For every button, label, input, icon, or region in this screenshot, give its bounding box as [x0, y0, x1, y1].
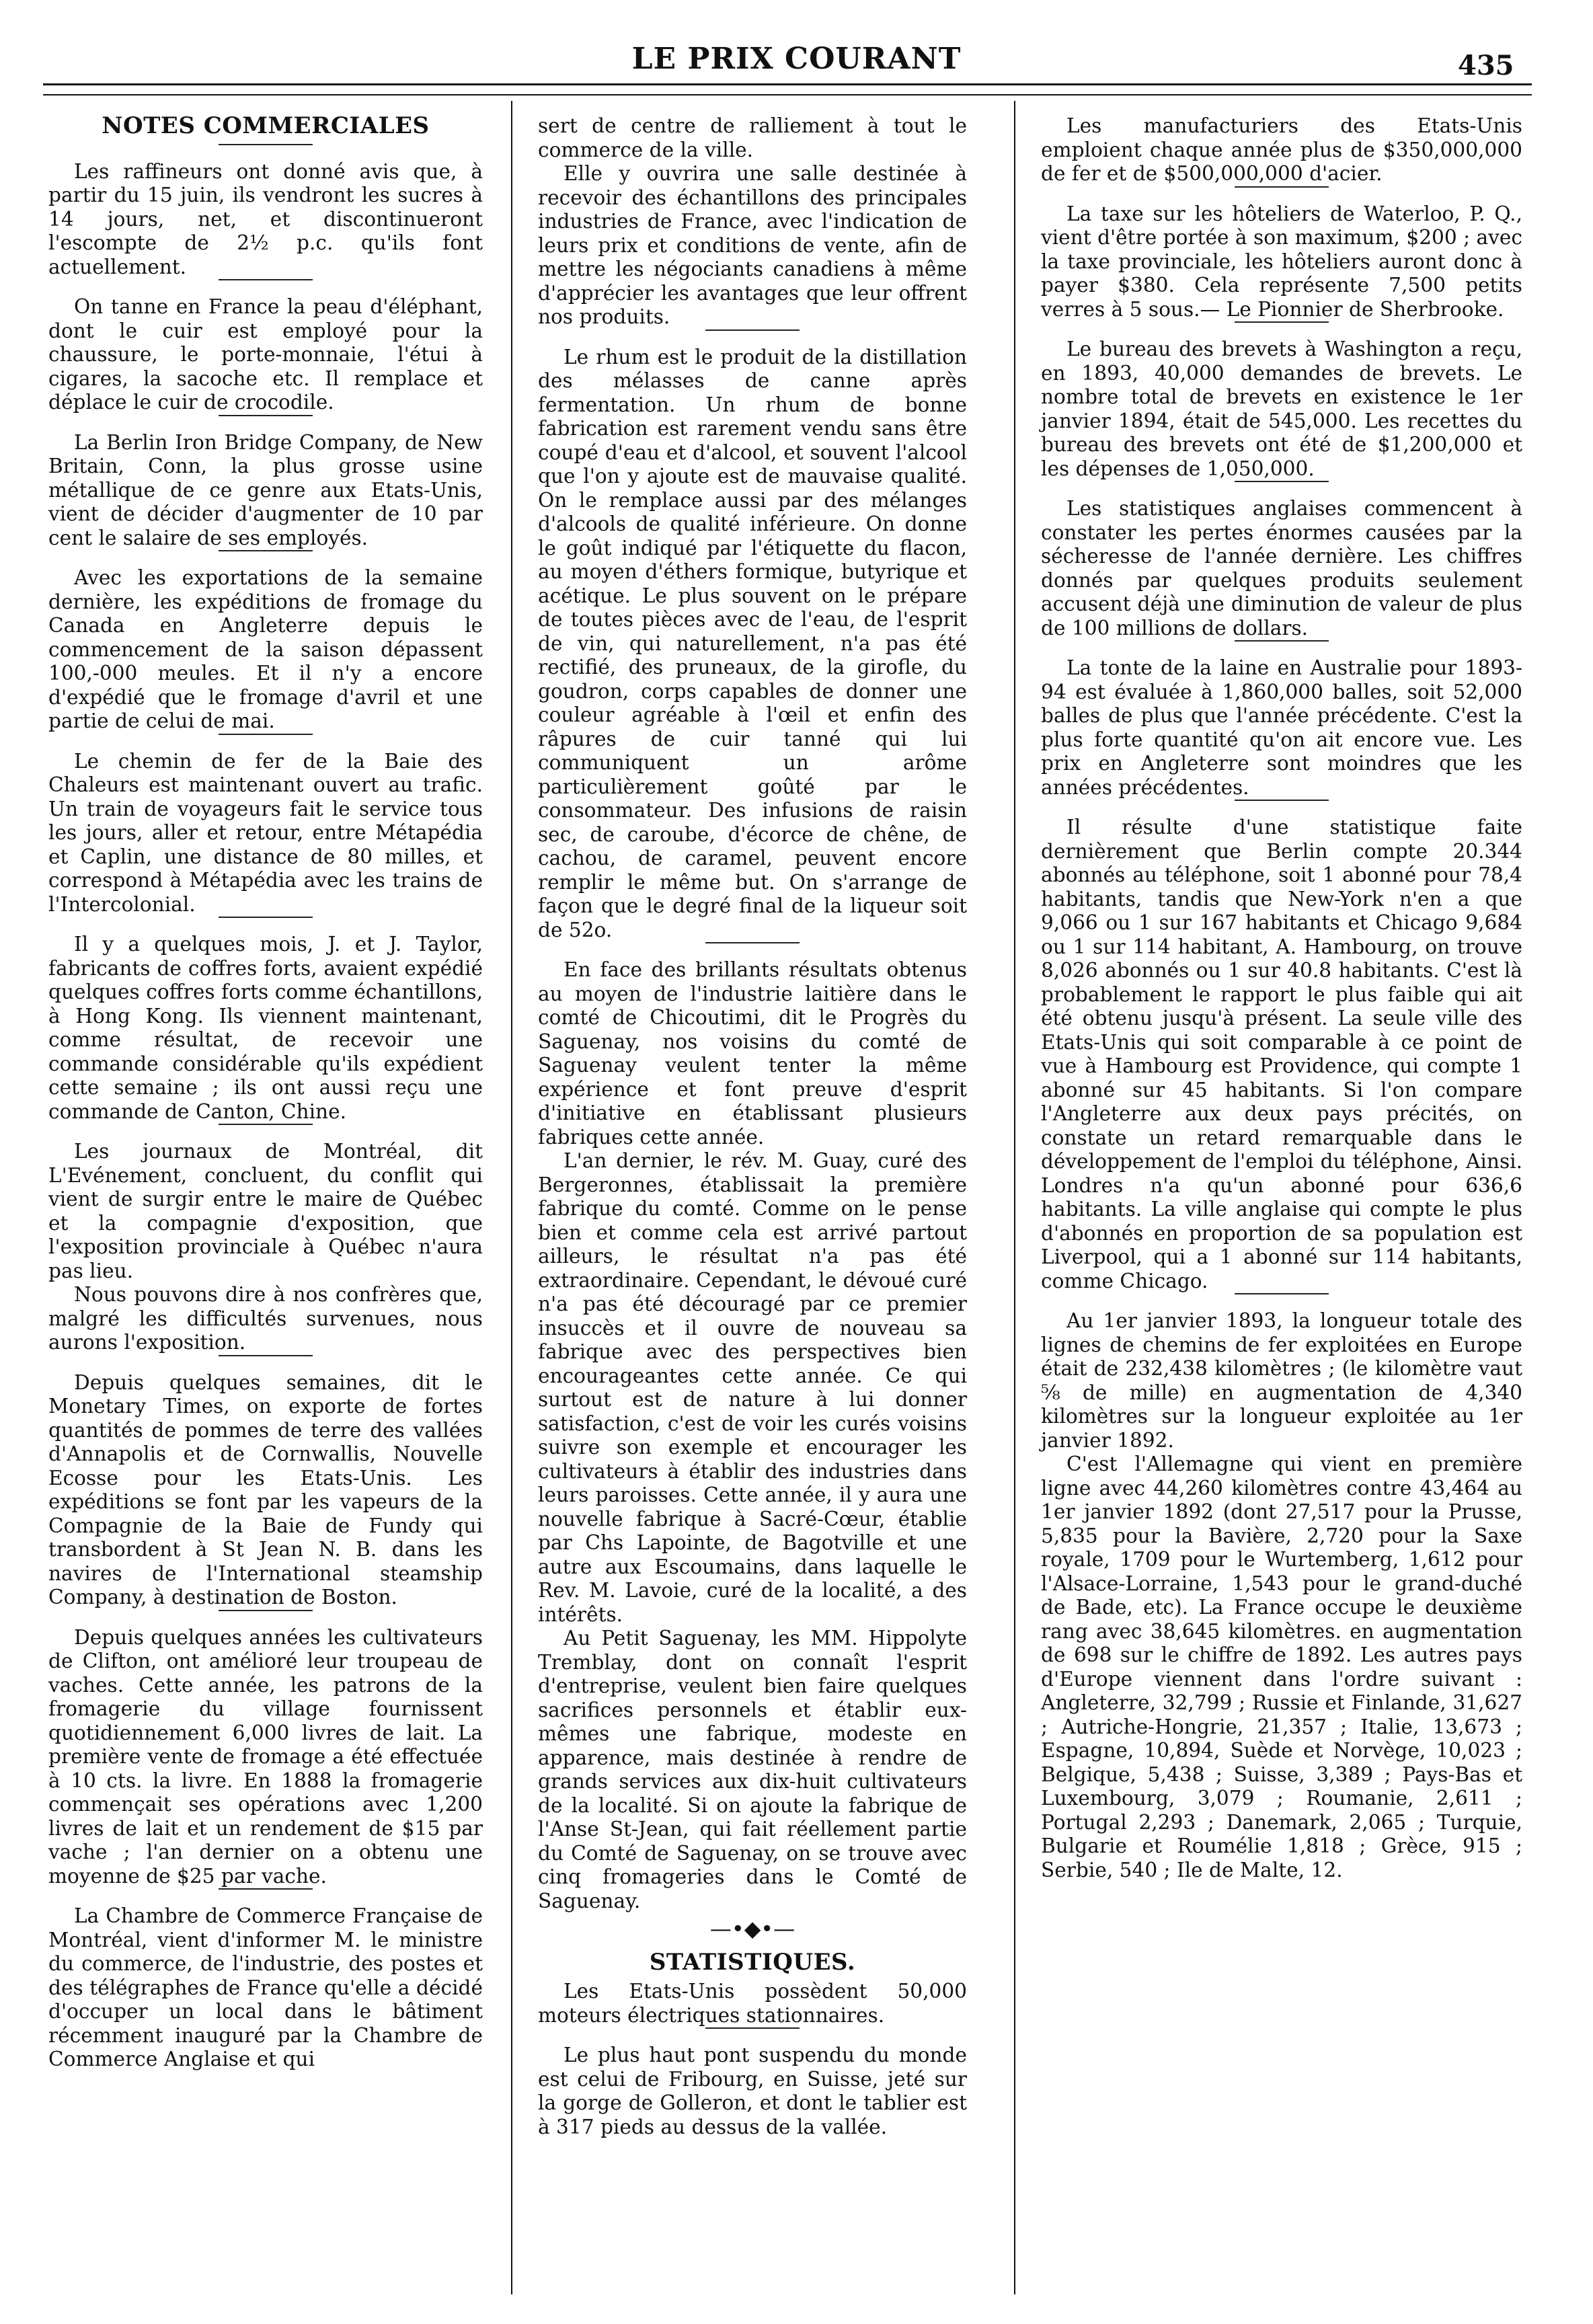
article-paragraph: La Chambre de Commerce Française de Montréal, vient d'informer M. le ministre du commerce, de l'industrie, des postes et des télégraphes de France qu'elle a décidé d'occuper un local dans le bâtiment récemment inauguré par la Chambre de Commerce Anglaise et qui [48, 1904, 483, 2070]
article-paragraph: Avec les exportations de la semaine dernière, les expéditions de fromage du Canada en Angleterre depuis le commencement de la saison dépassent 100,-000 meules. Et il n'y a encore d'expédié que le fromage d'avril et une partie de celui de mai. [48, 566, 483, 732]
article-paragraph: Au Petit Saguenay, les MM. Hippolyte Tremblay, dont on connaît l'esprit d'entreprise, veulent bien faire quelques sacrifices personnels et établir eux-mêmes une fabrique, modeste en apparence, mais destinée à rendre de grands services aux dix-huit cultivateurs de la localité. Si on ajoute la fabrique de l'Anse St-Jean, qui fait réellement partie du Comté de Saguenay, on se trouve avec cinq fromageries dans le Comté de Saguenay. [538, 1627, 967, 1912]
article-separator [1235, 800, 1329, 801]
column-divider-1 [511, 101, 512, 2294]
article-paragraph: Les statistiques anglaises commencent à constater les pertes énormes causées par la sécheresse de l'année dernière. Les chiffres donnés par quelques produits seulement accusent déjà une diminution de valeur de plus de 100 millions de dollars. [1041, 497, 1522, 640]
article-separator [219, 415, 313, 416]
article-paragraph: Le chemin de fer de la Baie des Chaleurs est maintenant ouvert au trafic. Un train de voyageurs fait le service tous les jours, aller et retour, entre Métapédia et Caplin, une distance de 80 milles, et correspond à Métapédia avec les trains de l'Intercolonial. [48, 749, 483, 916]
article-paragraph: Les raffineurs ont donné avis que, à partir du 15 juin, ils vendront les sucres à 14 jours, net, et discontinueront l'escompte de 2½ p.c. qu'ils font actuellement. [48, 159, 483, 278]
article-paragraph: Les manufacturiers des Etats-Unis emploient chaque année plus de $350,000,000 de fer et de $500,000,000 d'acier. [1041, 114, 1522, 185]
article-paragraph: Au 1er janvier 1893, la longueur totale des lignes de chemins de fer exploitées en Europe était de 232,438 kilomètres ; (le kilomètre vaut ⅝ de mille) en augmentation de 4,340 kilomètres sur la longueur exploitée au 1er janvier 1892. [1041, 1309, 1522, 1452]
article-paragraph: Les Etats-Unis possèdent 50,000 moteurs électriques stationnaires. [538, 1980, 967, 2027]
article-paragraph: La Berlin Iron Bridge Company, de New Britain, Conn, la plus grosse usine métallique de ce genre aux Etats-Unis, vient de décider d'augmenter de 10 par cent le salaire de ses employés. [48, 430, 483, 549]
article-paragraph: Le plus haut pont suspendu du monde est celui de Fribourg, en Suisse, jeté sur la gorge de Golleron, et dont le tablier est à 317 pieds au dessus de la vallée. [538, 2044, 967, 2138]
page-header-title: LE PRIX COURANT [631, 42, 962, 76]
article-paragraph: En face des brillants résultats obtenus au moyen de l'industrie laitière dans le comté de Chicoutimi, dit le Progrès du Saguenay, nos voisins du comté de Saguenay veulent tenter la même expérience et font preuve d'esprit d'initiative en établissant plusieurs fabriques cette année. [538, 958, 967, 1149]
article-separator [219, 279, 313, 280]
article-separator [705, 330, 800, 331]
article-paragraph: L'an dernier, le rév. M. Guay, curé des Bergeronnes, établissait la première fabrique du comté. Comme on le pense bien et comme cela est arrivé partout ailleurs, le résultat n'a pas été extraordinaire. Cependant, le dévoué curé n'a pas été découragé par ce premier insuccès et il ouvre de nouveau sa fabrique avec des perspectives bien encourageantes cette année. Ce qui surtout est de nature à lui donner satisfaction, c'est de voir les curés voisins suivre son exemple et encourager les cultivateurs à établir des industries dans leurs paroisses. Cette année, il y aura une nouvelle fabrique à Sacré-Cœur, établie par Chs Lapointe, de Bagotville et une autre aux Escoumains, dans laquelle le Rev. M. Lavoie, curé de la localité, a des intérêts. [538, 1149, 967, 1626]
section-heading: NOTES COMMERCIALES [102, 112, 430, 139]
article-separator [219, 1124, 313, 1125]
article-separator [1235, 321, 1329, 323]
article-paragraph: Elle y ouvrira une salle destinée à recevoir des échantillons des principales industries de France, avec l'indication de leurs prix et conditions de vente, afin de mettre les négociants canadiens à même d'apprécier les avantages que leur offrent nos produits. [538, 162, 967, 328]
article-paragraph: Depuis quelques années les cultivateurs de Clifton, ont amélioré leur troupeau de vaches. Cette année, les patrons de la fromagerie du village fournissent quotidiennement 6,000 livres de lait. La première vente de fromage a été effectuée à 10 cts. la livre. En 1888 la fromagerie commençait ses opérations avec 1,200 livres de lait et un rendement de $15 par vache ; l'an dernier on a obtenu une moyenne de $25 par vache. [48, 1625, 483, 1888]
article-separator [1235, 1293, 1329, 1294]
page-number: 435 [1458, 50, 1514, 81]
article-separator [219, 1610, 313, 1611]
article-paragraph: Le rhum est le produit de la distillation des mélasses de canne après fermentation. Un rhum de bonne fabrication est rarement vendu sans être coupé d'eau et d'alcool, et souvent l'alcool que l'on y ajoute est de mauvaise qualité. On le remplace aussi par des mélanges d'alcools de qualité inférieure. On donne le goût indiqué par l'étiquette du flacon, au moyen d'éthers formique, butyrique et acétique. Le plus souvent on le prépare de toutes pièces avec de l'eau, de l'esprit de vin, qui naturellement, n'a pas été rectifié, des pruneaux, de la girofle, du goudron, corps capables de donner une couleur agréable à l'œil et enfin des râpures de cuir tanné qui lui communiquent un arôme particulièrement goûté par le consommateur. Des infusions de raisin sec, de caroube, d'écorce de chêne, de cachou, de caramel, peuvent encore remplir le même but. On s'arrange de façon que le degré final de la liqueur soit de 52o. [538, 345, 967, 941]
article-continuation: sert de centre de ralliement à tout le commerce de la ville. [538, 114, 967, 161]
article-paragraph: On tanne en France la peau d'éléphant, dont le cuir est employé pour la chaussure, le porte-monnaie, l'étui à cigares, la sacoche etc. Il remplace et déplace le cuir de crocodile. [48, 295, 483, 414]
article-separator [1235, 481, 1329, 482]
header-rule-bottom [43, 94, 1532, 95]
column-2 [538, 114, 967, 2139]
article-separator [1235, 640, 1329, 642]
article-separator [219, 550, 313, 551]
article-separator [219, 1888, 313, 1890]
column-divider-2 [1014, 101, 1015, 2294]
article-paragraph: Depuis quelques semaines, dit le Monetary Times, on exporte de fortes quantités de pommes de terre des vallées d'Annapolis et de Cornwallis, Nouvelle Ecosse pour les Etats-Unis. Les expéditions se font par les vapeurs de la Compagnie de la Baie de Fundy qui transbordent à St Jean N. B. dans les navires de l'International steamship Company, à destination de Boston. [48, 1370, 483, 1609]
section-heading: STATISTIQUES. [649, 1948, 856, 1976]
article-paragraph: La taxe sur les hôteliers de Waterloo, P. Q., vient d'être portée à son maximum, $200 ; avec la taxe provinciale, les hôteliers auront donc à payer $380. Cela représente 7,500 petits verres à 5 sous.— Le Pionnier de Sherbrooke. [1041, 202, 1522, 321]
article-paragraph: Le bureau des brevets à Washington a reçu, en 1893, 40,000 demandes de brevets. Le nombre total de brevets en existence le 1er janvier 1894, était de 545,000. Les recettes du bureau des brevets ont été de $1,200,000 et les dépenses de 1,050,000. [1041, 338, 1522, 480]
article-separator [705, 942, 800, 943]
article-separator [219, 1355, 313, 1356]
article-paragraph: Les journaux de Montréal, dit L'Evénement, concluent, du conflit qui vient de surgir entre le maire de Québec et la compagnie d'exposition, que l'exposition provinciale à Québec n'aura pas lieu. [48, 1140, 483, 1282]
article-paragraph: Il résulte d'une statistique faite dernièrement que Berlin compte 20.344 abonnés au téléphone, soit 1 abonné pour 78,4 habitants, tandis que New-York n'en a que 9,066 ou 1 sur 167 habitants et Chicago 9,684 ou 1 sur 114 habitant, A. Hambourg, on trouve 8,026 abonnés ou 1 sur 40.8 habitants. C'est là probablement le rapport le plus faible qui ait été obtenu jusqu'à présent. La seule ville des Etats-Unis qui soit comparable à ce point de vue à Hambourg est Providence, qui compte 1 abonné sur 45 habitants. Si l'on compare l'Angleterre aux deux pays précités, on constate un retard remarquable dans le développement de l'emploi du téléphone, Ainsi. Londres n'a qu'un abonné pour 636,6 habitants. La ville anglaise qui compte le plus d'abonnés en proportion de sa population est Liverpool, qui a 1 abonné sur 114 habitants, comme Chicago. [1041, 816, 1522, 1292]
article-separator [1235, 186, 1329, 188]
header-rule-top [43, 83, 1532, 85]
article-separator [219, 734, 313, 735]
column-3 [1041, 114, 1522, 1882]
article-paragraph: Il y a quelques mois, J. et J. Taylor, fabricants de coffres forts, avaient expédié quelques coffres forts comme échantillons, à Hong Kong. Ils viennent maintenant, comme résultat, de recevoir une commande considérable qu'ils expédient cette semaine ; ils ont aussi reçu une commande de Canton, Chine. [48, 933, 483, 1123]
article-separator [705, 2027, 800, 2029]
column-1 [48, 114, 483, 2072]
ornament-divider: —•◆•— [709, 1916, 795, 1941]
article-paragraph: La tonte de la laine en Australie pour 1893-94 est évaluée à 1,860,000 balles, soit 52,000 balles de plus que l'année précédente. C'est la plus forte quantité qu'on ait encore vue. Les prix en Angleterre sont moindres que les années précédentes. [1041, 656, 1522, 799]
article-paragraph: Nous pouvons dire à nos confrères que, malgré les difficultés survenues, nous aurons l'exposition. [48, 1283, 483, 1354]
article-separator [219, 144, 313, 145]
article-separator [219, 917, 313, 918]
article-paragraph: C'est l'Allemagne qui vient en première ligne avec 44,260 kilomètres contre 43,464 au 1er janvier 1892 (dont 27,517 pour la Prusse, 5,835 pour la Bavière, 2,720 pour la Saxe royale, 1709 pour le Wurtemberg, 1,612 pour l'Alsace-Lorraine, 1,543 pour le grand-duché de Bade, etc). La France occupe le deuxième rang avec 38,645 kilomètres. en augmentation de 698 sur le chiffre de 1892. Les autres pays d'Europe viennent dans l'ordre suivant : Angleterre, 32,799 ; Russie et Finlande, 31,627 ; Autriche-Hongrie, 21,357 ; Italie, 13,673 ; Espagne, 10,894, Suède et Norvège, 10,023 ; Belgique, 5,438 ; Suisse, 3,389 ; Pays-Bas et Luxembourg, 3,079 ; Roumanie, 2,611 ; Portugal 2,293 ; Danemark, 2,065 ; Turquie, Bulgarie et Roumélie 1,818 ; Grèce, 915 ; Serbie, 540 ; Ile de Malte, 12. [1041, 1452, 1522, 1882]
